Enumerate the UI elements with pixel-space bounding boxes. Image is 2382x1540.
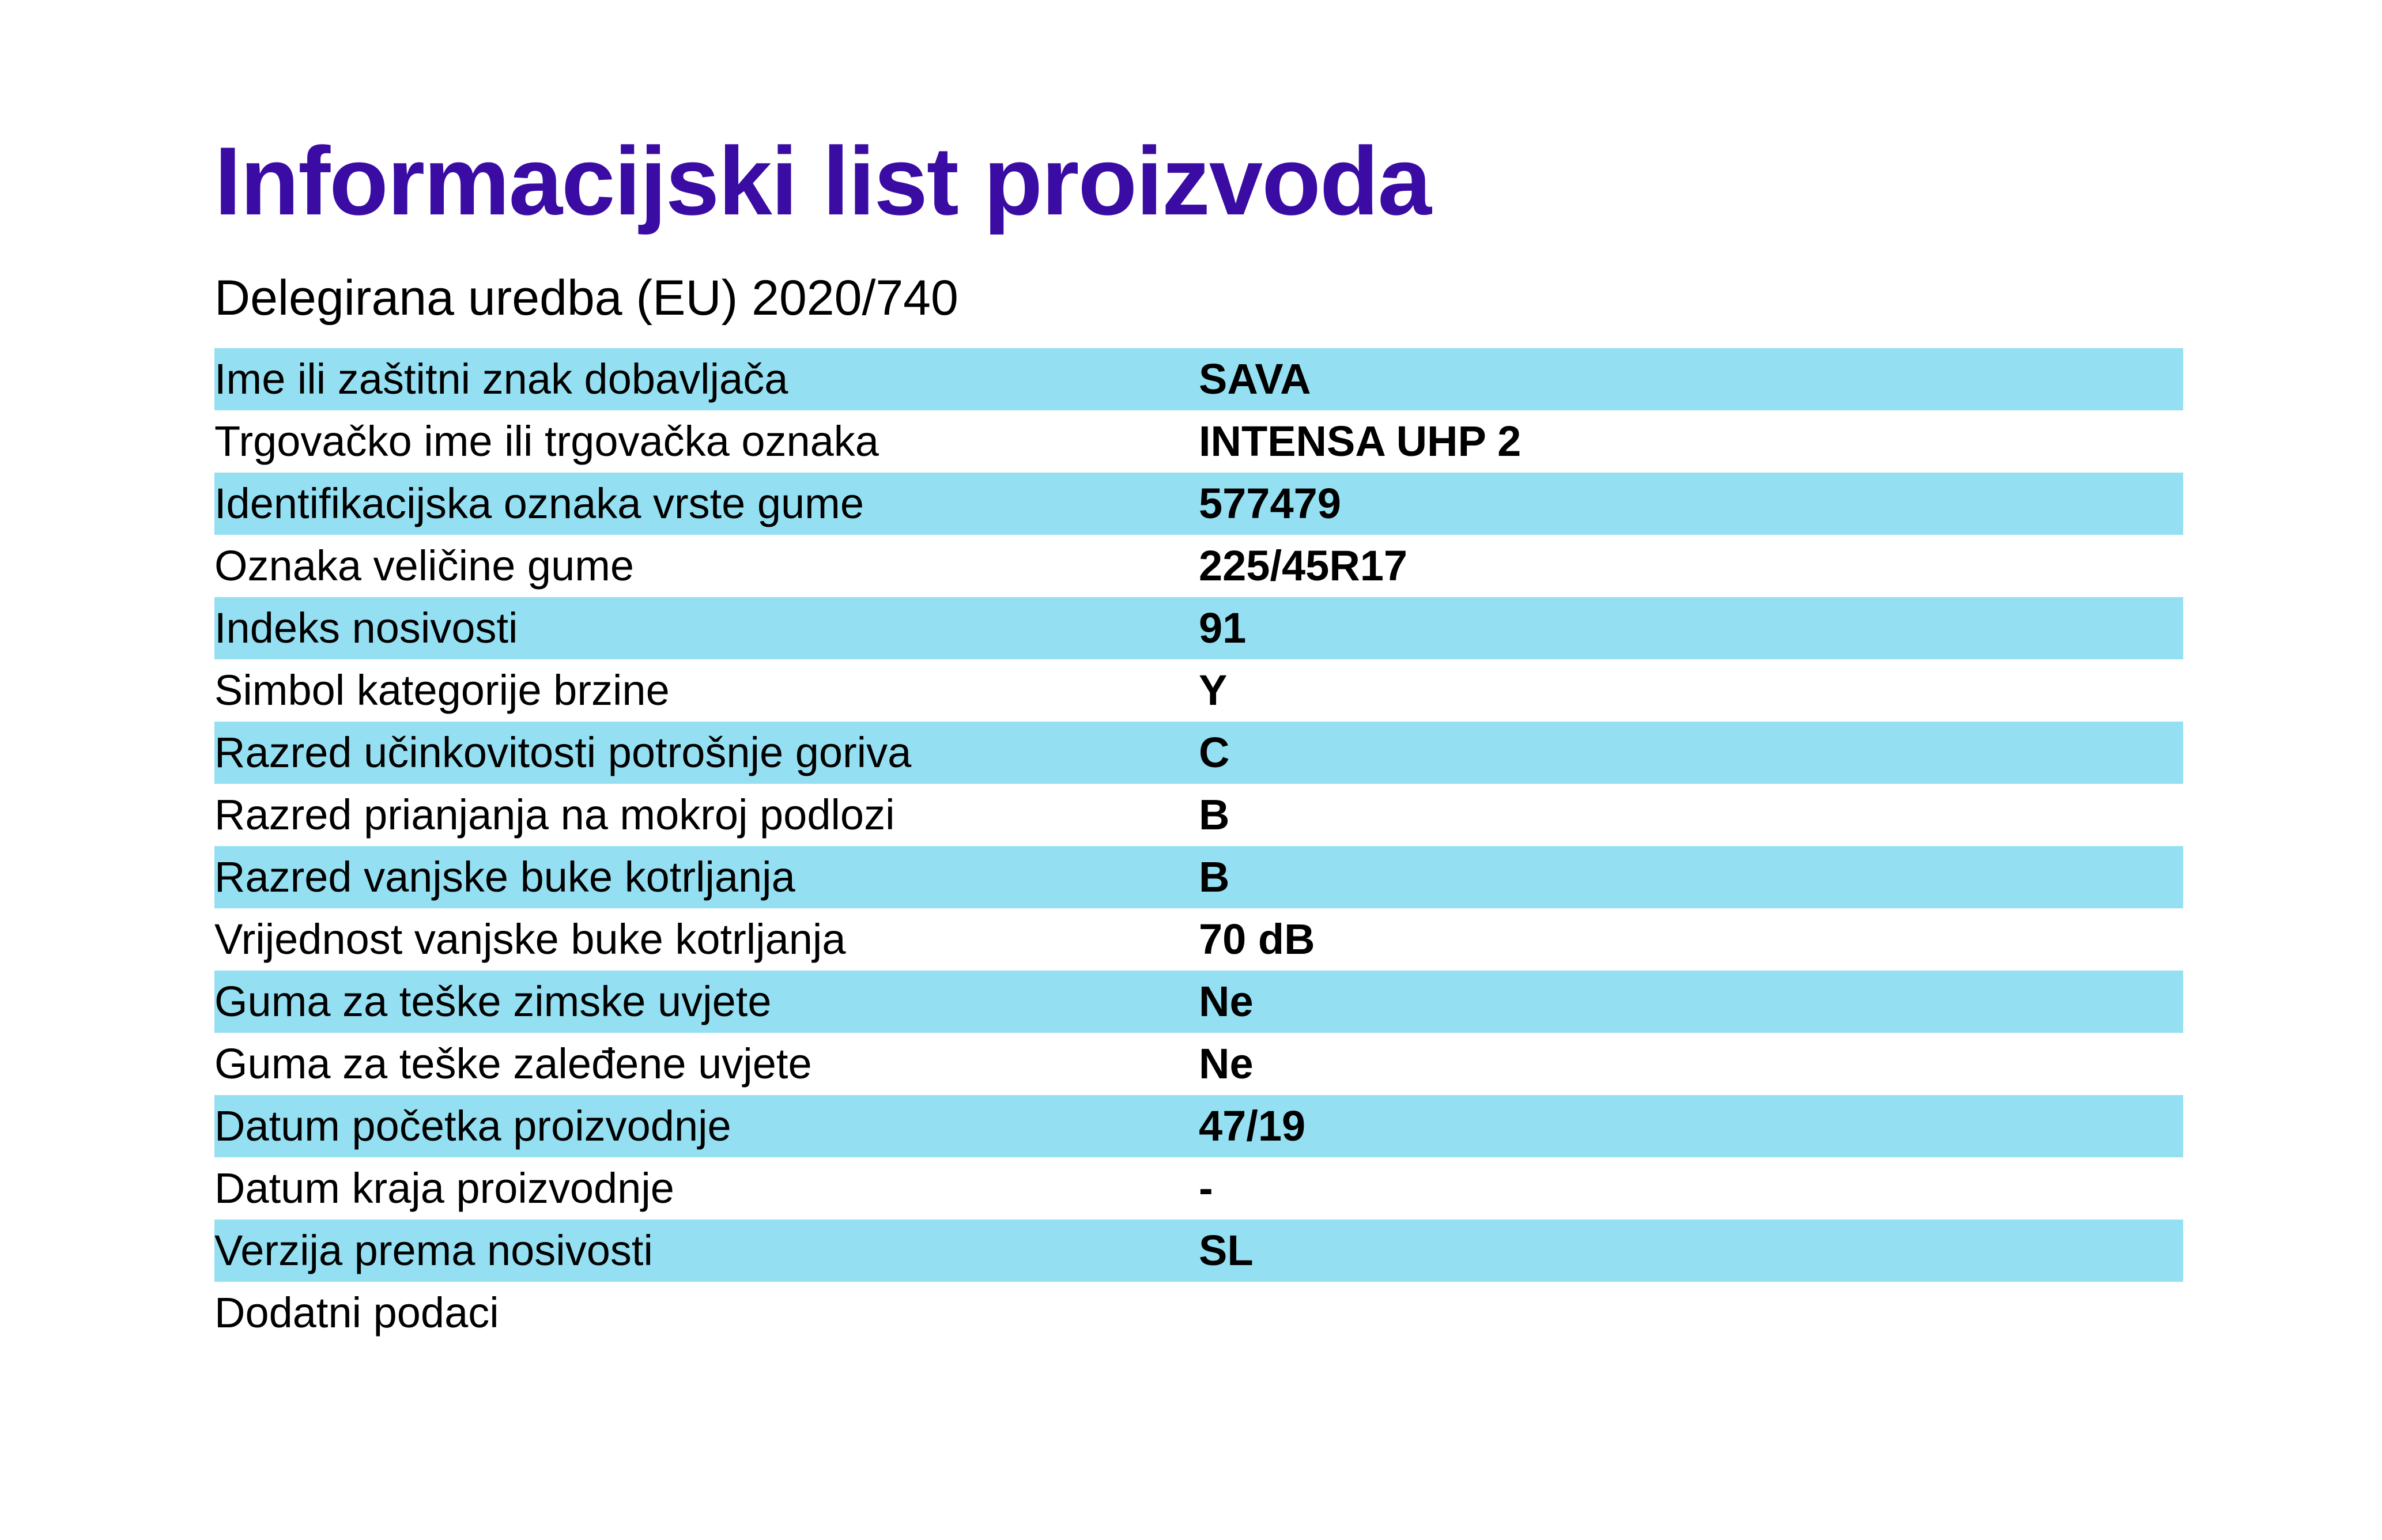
table-row <box>214 473 2183 535</box>
page-title: Informacijski list proizvoda <box>214 127 1430 235</box>
row-value: 577479 <box>1199 480 1341 527</box>
table-row <box>214 1220 2183 1282</box>
row-value: 70 dB <box>1199 915 1315 963</box>
row-label: Verzija prema nosivosti <box>214 1226 653 1274</box>
table-row <box>214 659 2183 722</box>
row-label: Datum kraja proizvodnje <box>214 1164 674 1212</box>
row-value: 47/19 <box>1199 1102 1306 1150</box>
table-row <box>214 1033 2183 1095</box>
row-label: Ime ili zaštitni znak dobavljača <box>214 355 788 403</box>
table-row <box>214 535 2183 597</box>
row-label: Trgovačko ime ili trgovačka oznaka <box>214 417 879 465</box>
table-row <box>214 722 2183 784</box>
table-row <box>214 410 2183 473</box>
row-label: Guma za teške zimske uvjete <box>214 977 772 1025</box>
table-row <box>214 971 2183 1033</box>
row-label: Oznaka veličine gume <box>214 542 635 590</box>
table-row <box>214 348 2183 410</box>
row-value: 225/45R17 <box>1199 542 1408 590</box>
row-value: Y <box>1199 666 1228 714</box>
row-label: Guma za teške zaleđene uvjete <box>214 1040 812 1088</box>
row-value: Ne <box>1199 1040 1254 1088</box>
table-row <box>214 846 2183 908</box>
table-row <box>214 1095 2183 1157</box>
row-label: Vrijednost vanjske buke kotrljanja <box>214 915 846 963</box>
table-row <box>214 1282 2183 1344</box>
table-row <box>214 597 2183 659</box>
row-label: Datum početka proizvodnje <box>214 1102 731 1150</box>
table-row <box>214 784 2183 846</box>
row-value: B <box>1199 791 1230 839</box>
row-label: Razred prianjanja na mokroj podlozi <box>214 791 895 839</box>
table-row <box>214 1157 2183 1220</box>
row-value: C <box>1199 729 1230 776</box>
row-value: - <box>1199 1164 1213 1212</box>
row-label: Identifikacijska oznaka vrste gume <box>214 480 864 527</box>
row-value: SAVA <box>1199 355 1311 403</box>
row-label: Razred vanjske buke kotrljanja <box>214 853 795 901</box>
row-label: Dodatni podaci <box>214 1289 499 1337</box>
row-label: Razred učinkovitosti potrošnje goriva <box>214 729 912 776</box>
row-label: Indeks nosivosti <box>214 604 518 652</box>
regulation-subtitle: Delegirana uredba (EU) 2020/740 <box>214 270 958 326</box>
row-value: B <box>1199 853 1230 901</box>
row-value: 91 <box>1199 604 1247 652</box>
table-row <box>214 908 2183 971</box>
row-label: Simbol kategorije brzine <box>214 666 670 714</box>
product-info-table <box>214 348 2183 1344</box>
row-value: SL <box>1199 1226 1254 1274</box>
row-value: INTENSA UHP 2 <box>1199 417 1522 465</box>
row-value: Ne <box>1199 977 1254 1025</box>
